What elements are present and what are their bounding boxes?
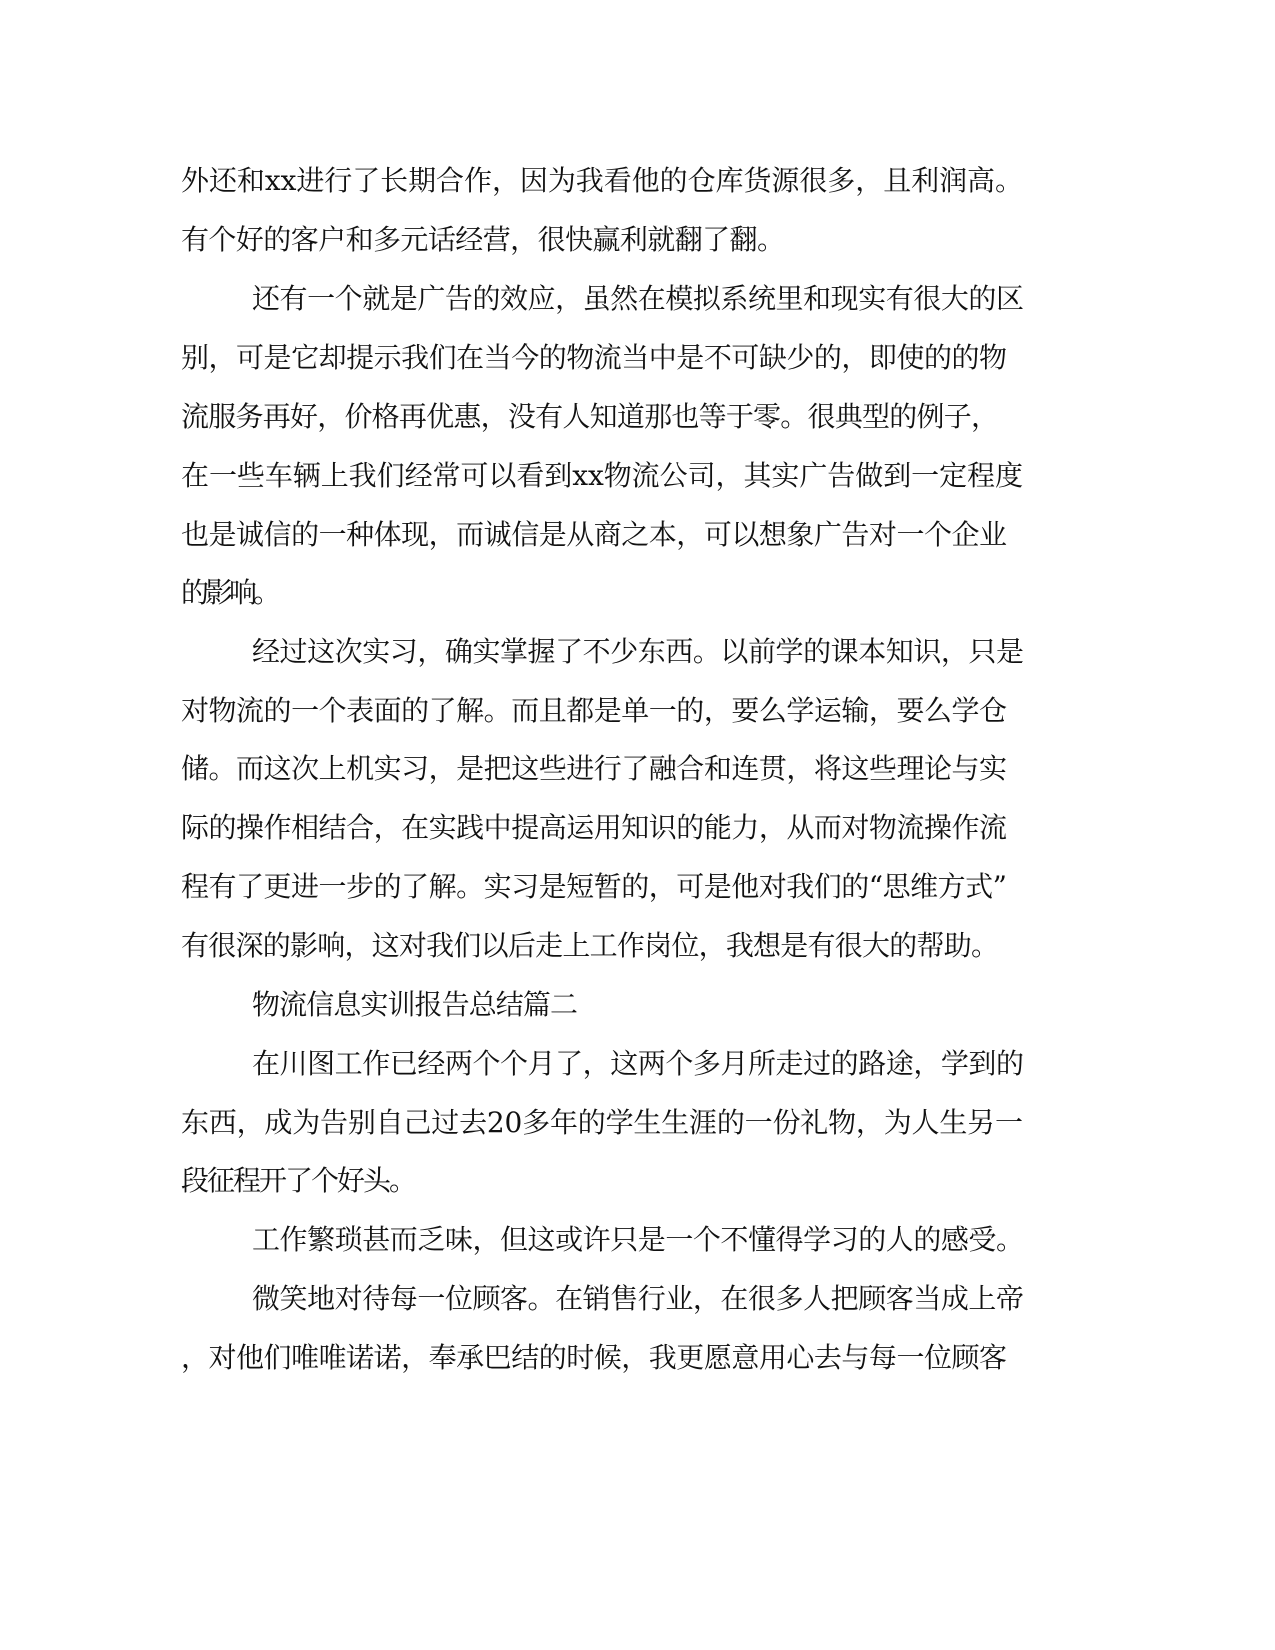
text-line: 经过这次实习，确实掌握了不少东西。以前学的课本知识，只是 xyxy=(252,635,1024,668)
text-line: 的影响。 xyxy=(181,576,278,609)
text-line: 微笑地对待每一位顾客。在销售行业，在很多人把顾客当成上帝 xyxy=(252,1282,1024,1315)
text-line: 程有了更进一步的了解。实习是短暂的，可是他对我们的“思维方式” xyxy=(181,870,1007,903)
text-line: 段征程开了个好头。 xyxy=(181,1164,415,1197)
text-line: ，对他们唯唯诺诺，奉承巴结的时候，我更愿意用心去与每一位顾客 xyxy=(181,1341,1007,1374)
text-line: 储。而这次上机实习，是把这些进行了融合和连贯，将这些理论与实 xyxy=(181,752,1007,785)
text-line: 外还和xx进行了长期合作，因为我看他的仓库货源很多，且利润高。 xyxy=(181,164,1023,197)
text-line: 别，可是它却提示我们在当今的物流当中是不可缺少的，即使的的物 xyxy=(181,341,1007,374)
text-line: 有很深的影响，这对我们以后走上工作岗位，我想是有很大的帮助。 xyxy=(181,929,999,962)
text-line: 也是诚信的一种体现，而诚信是从商之本，可以想象广告对一个企业 xyxy=(181,518,1007,551)
text-line: 工作繁琐甚而乏味，但这或许只是一个不懂得学习的人的感受。 xyxy=(252,1223,1024,1256)
text-line: 对物流的一个表面的了解。而且都是单一的，要么学运输，要么学仓 xyxy=(181,694,1007,727)
text-line: 际的操作相结合，在实践中提高运用知识的能力，从而对物流操作流 xyxy=(181,811,1007,844)
section-heading: 物流信息实训报告总结篇二 xyxy=(252,988,578,1021)
text-line: 有个好的客户和多元话经营，很快赢利就翻了翻。 xyxy=(181,223,785,256)
text-line: 还有一个就是广告的效应，虽然在模拟系统里和现实有很大的区 xyxy=(252,282,1024,315)
text-line: 流服务再好，价格再优惠，没有人知道那也等于零。很典型的例子， xyxy=(181,400,999,433)
text-line: 在一些车辆上我们经常可以看到xx物流公司，其实广告做到一定程度 xyxy=(181,459,1023,492)
text-line: 东西，成为告别自己过去20多年的学生生涯的一份礼物，为人生另一 xyxy=(181,1106,1023,1139)
text-line: 在川图工作已经两个个月了，这两个多月所走过的路途，学到的 xyxy=(252,1047,1024,1080)
